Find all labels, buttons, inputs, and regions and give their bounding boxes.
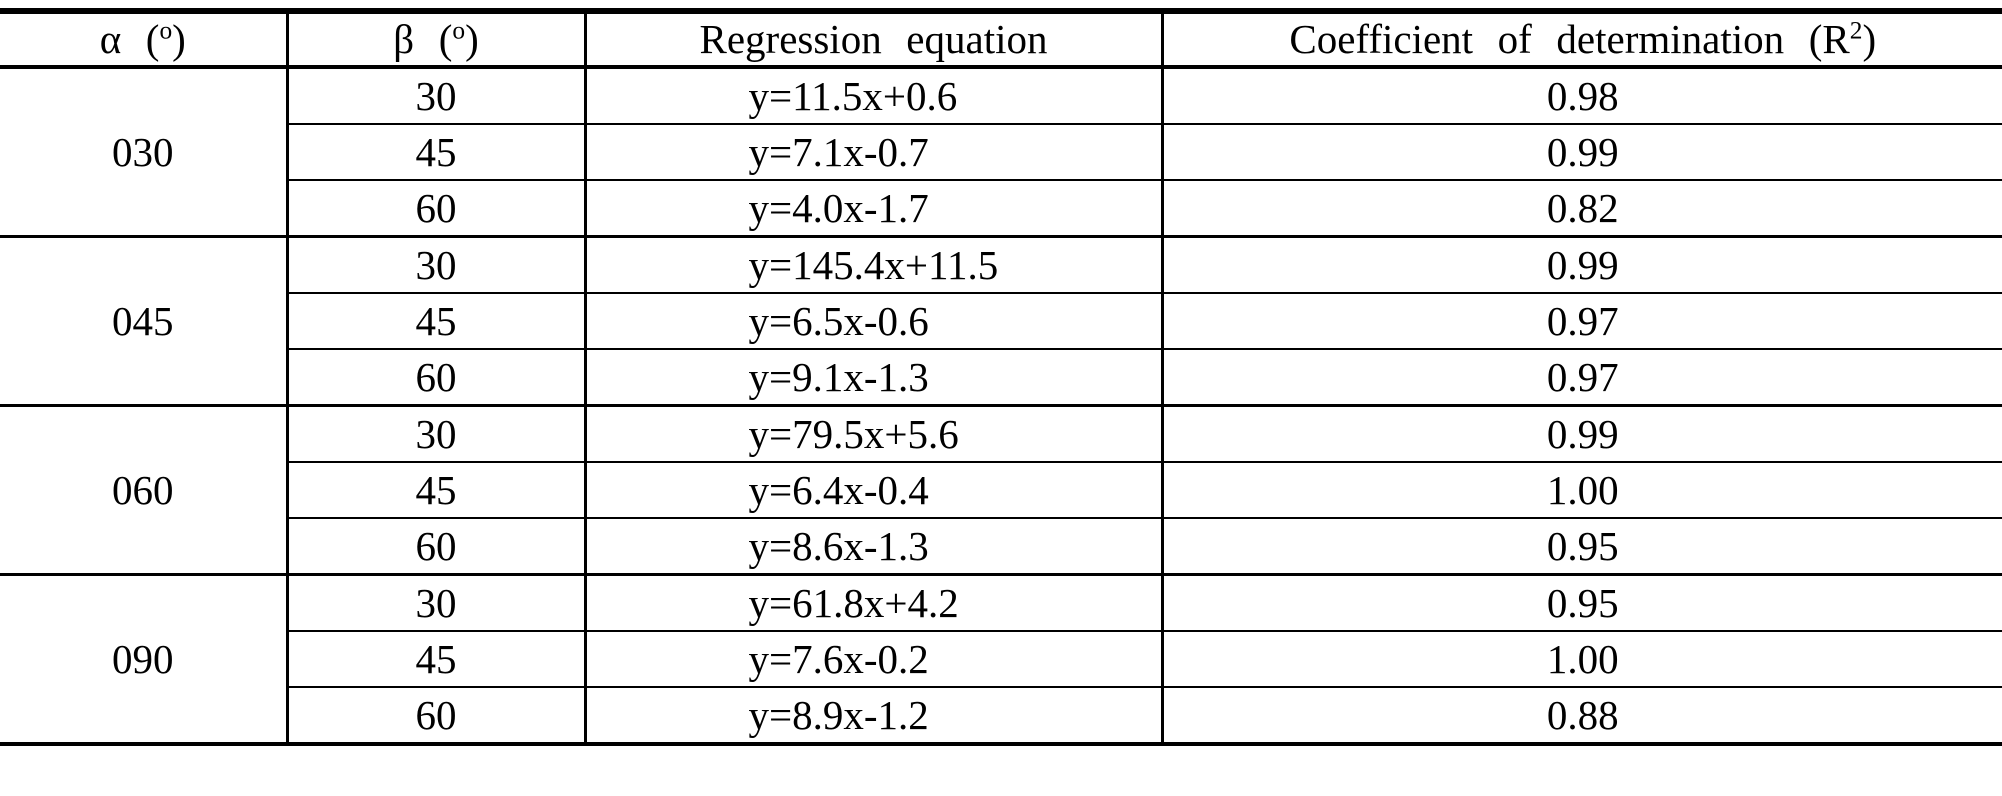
header-beta-close: ) <box>465 16 479 62</box>
equation-cell: y=79.5x+5.6 <box>585 406 1162 463</box>
table-row <box>0 237 2002 294</box>
header-alpha-close: ) <box>172 16 186 62</box>
alpha-cell: 030 <box>112 128 174 175</box>
equation-cell: y=11.5x+0.6 <box>585 67 1162 124</box>
header-coefficient-determination <box>1162 11 2002 67</box>
header-coefficient-text: Coefficient of determination (R <box>1289 16 1850 62</box>
table-row <box>0 631 2002 687</box>
equation-cell: y=6.4x-0.4 <box>585 462 1162 518</box>
header-alpha-text: α ( <box>99 16 160 62</box>
r2-cell: 0.99 <box>1162 124 2002 180</box>
r2-cell: 1.00 <box>1162 631 2002 687</box>
beta-cell: 60 <box>287 349 585 406</box>
equation-cell: y=8.6x-1.3 <box>585 518 1162 575</box>
regression-table <box>0 8 2002 746</box>
r2-cell: 0.97 <box>1162 293 2002 349</box>
table-row <box>0 687 2002 744</box>
table-row <box>0 124 2002 180</box>
r2-cell: 0.99 <box>1162 237 2002 294</box>
header-regression-equation: Regression equation <box>585 11 1162 67</box>
header-alpha <box>0 11 287 67</box>
header-beta <box>287 11 585 67</box>
equation-cell: y=145.4x+11.5 <box>585 237 1162 294</box>
r2-cell: 0.95 <box>1162 518 2002 575</box>
equation-cell: y=61.8x+4.2 <box>585 575 1162 632</box>
r2-cell: 0.99 <box>1162 406 2002 463</box>
beta-cell: 60 <box>287 687 585 744</box>
table-row <box>0 67 2002 124</box>
equation-cell: y=7.1x-0.7 <box>585 124 1162 180</box>
equation-cell: y=6.5x-0.6 <box>585 293 1162 349</box>
alpha-cell: 090 <box>0 575 287 745</box>
table-row <box>0 462 2002 518</box>
beta-cell: 45 <box>287 631 585 687</box>
table-header <box>0 11 2002 67</box>
header-beta-text: β ( <box>393 16 453 62</box>
beta-cell: 45 <box>287 124 585 180</box>
r2-cell: 1.00 <box>1162 462 2002 518</box>
alpha-cell: 060 <box>0 406 287 575</box>
table-row <box>0 575 2002 632</box>
r2-cell: 0.97 <box>1162 349 2002 406</box>
beta-cell: 60 <box>287 518 585 575</box>
r2-cell: 0.88 <box>1162 687 2002 744</box>
equation-cell: y=9.1x-1.3 <box>585 349 1162 406</box>
r2-cell: 0.82 <box>1162 180 2002 237</box>
beta-cell: 45 <box>287 462 585 518</box>
header-coefficient-close: ) <box>1862 16 1877 62</box>
table-body <box>0 67 2002 744</box>
alpha-cell: 045 <box>0 237 287 406</box>
squared-superscript: 2 <box>1849 16 1863 45</box>
beta-cell: 45 <box>287 293 585 349</box>
table-row <box>0 293 2002 349</box>
table-row <box>0 406 2002 463</box>
beta-cell: 30 <box>287 67 585 124</box>
table-row <box>0 349 2002 406</box>
equation-cell: y=7.6x-0.2 <box>585 631 1162 687</box>
beta-cell: 30 <box>287 406 585 463</box>
table-row <box>0 518 2002 575</box>
beta-cell: 30 <box>287 575 585 632</box>
degree-superscript: o <box>159 16 173 45</box>
r2-cell: 0.95 <box>1162 575 2002 632</box>
equation-cell: y=4.0x-1.7 <box>585 180 1162 237</box>
table-row <box>0 180 2002 237</box>
degree-superscript: o <box>452 16 466 45</box>
header-row <box>0 11 2002 67</box>
equation-cell: y=8.9x-1.2 <box>585 687 1162 744</box>
r2-cell: 0.98 <box>1162 67 2002 124</box>
beta-cell: 60 <box>287 180 585 237</box>
beta-cell: 30 <box>287 237 585 294</box>
